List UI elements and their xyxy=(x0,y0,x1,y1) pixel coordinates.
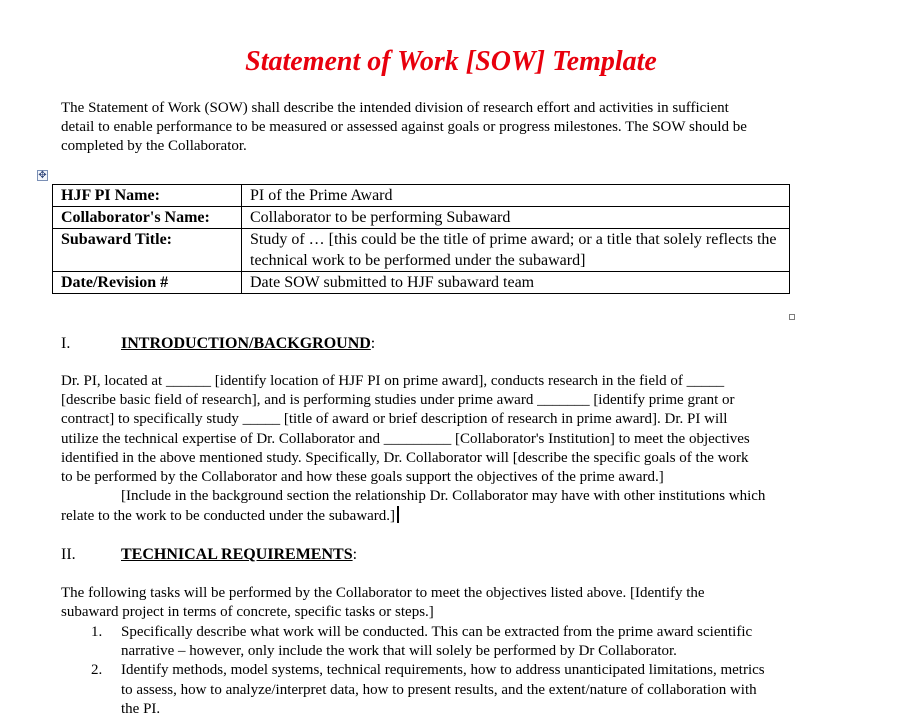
paragraph-line: [Include in the background section the relationship Dr. Collaborator may have with other institutions which xyxy=(121,488,766,505)
table-label-cell[interactable] xyxy=(53,207,242,229)
table-value-cell[interactable] xyxy=(242,272,790,294)
table-resize-handle[interactable] xyxy=(789,314,795,320)
date-revision-label: Date/Revision # xyxy=(61,274,169,291)
intro-line: The Statement of Work (SOW) shall describe the intended division of research effort and activities in sufficient xyxy=(61,100,729,116)
sow-info-table xyxy=(52,184,790,294)
section-heading-introduction: I. INTRODUCTION/BACKGROUND: xyxy=(61,335,376,352)
task-list xyxy=(61,623,851,719)
paragraph-line: The following tasks will be performed by the Collaborator to meet the objectives listed above. [Identify the xyxy=(61,585,705,601)
section-title: INTRODUCTION/BACKGROUND xyxy=(121,335,371,352)
section-heading-technical: II. TECHNICAL REQUIREMENTS: xyxy=(61,546,358,563)
subaward-title-value: Study of … [this could be the title of prime award; or a title that solely reflects the technical work to be performed under the subaward] xyxy=(250,231,777,269)
table-value-cell[interactable] xyxy=(242,229,790,272)
paragraph-line: contract] to specifically study _____ [title of award or brief description of research in prime award]. Dr. PI will xyxy=(61,411,728,428)
table-label-cell[interactable] xyxy=(53,229,242,272)
table-label-cell[interactable] xyxy=(53,185,242,207)
table-value-cell[interactable] xyxy=(242,185,790,207)
section-number: I. xyxy=(61,335,71,352)
table-move-handle-icon[interactable]: ✥ xyxy=(38,170,47,181)
collaborator-name-value: Collaborator to be performing Subaward xyxy=(250,209,511,226)
paragraph-line: [describe basic field of research], and is performing studies under prime award _______ [identify prime grant or xyxy=(61,392,735,409)
document-title: Statement of Work [SOW] Template xyxy=(245,46,657,77)
section-number: II. xyxy=(61,546,76,563)
list-item xyxy=(61,623,851,661)
list-item-line: Specifically describe what work will be conducted. This can be extracted from the prime award scientific xyxy=(121,624,753,640)
list-item-line: Identify methods, model systems, technical requirements, how to address unanticipated limitations, metrics xyxy=(121,662,765,679)
list-item xyxy=(61,661,851,719)
list-number: 2. xyxy=(91,662,103,679)
list-item-line: to assess, how to analyze/interpret data, how to present results, and the extent/nature of collaboration with xyxy=(121,681,757,698)
table-row xyxy=(53,229,790,272)
intro-line: completed by the Collaborator. xyxy=(61,138,247,154)
table-value-cell[interactable] xyxy=(242,207,790,229)
introduction-paragraph xyxy=(61,372,851,527)
text-cursor xyxy=(397,506,399,523)
table-row xyxy=(53,185,790,207)
technical-intro-paragraph xyxy=(61,584,851,622)
paragraph-line: Dr. PI, located at ______ [identify location of HJF PI on prime award], conducts research in the field of _____ xyxy=(61,373,725,389)
subaward-title-label: Subaward Title: xyxy=(61,231,172,248)
table-label-cell[interactable] xyxy=(53,272,242,294)
intro-paragraph xyxy=(61,99,851,156)
paragraph-line: relate to the work to be conducted under the subaward.] xyxy=(61,508,396,525)
paragraph-line: utilize the technical expertise of Dr. Collaborator and _________ [Collaborator's Institution] to meet the objectives xyxy=(61,430,750,447)
paragraph-line: subaward project in terms of concrete, specific tasks or steps.] xyxy=(61,604,434,621)
paragraph-line: identified in the above mentioned study. Specifically, Dr. Collaborator will [describe the specific goals of the work xyxy=(61,449,749,466)
date-revision-value: Date SOW submitted to HJF subaward team xyxy=(250,274,535,291)
intro-line: detail to enable performance to be measured or assessed against goals or progress milestones. The SOW should be xyxy=(61,119,747,135)
pi-name-label: HJF PI Name: xyxy=(61,187,160,204)
collaborator-name-label: Collaborator's Name: xyxy=(61,209,210,226)
list-item-line: the PI. xyxy=(121,700,161,717)
table-row xyxy=(53,207,790,229)
list-item-line: narrative – however, only include the work that will solely be performed by Dr Collaborator. xyxy=(121,643,677,660)
list-number: 1. xyxy=(91,624,103,640)
pi-name-value: PI of the Prime Award xyxy=(250,187,393,204)
paragraph-line: to be performed by the Collaborator and how these goals support the objectives of the prime award.] xyxy=(61,469,664,486)
table-row xyxy=(53,272,790,294)
section-title: TECHNICAL REQUIREMENTS xyxy=(121,546,353,563)
